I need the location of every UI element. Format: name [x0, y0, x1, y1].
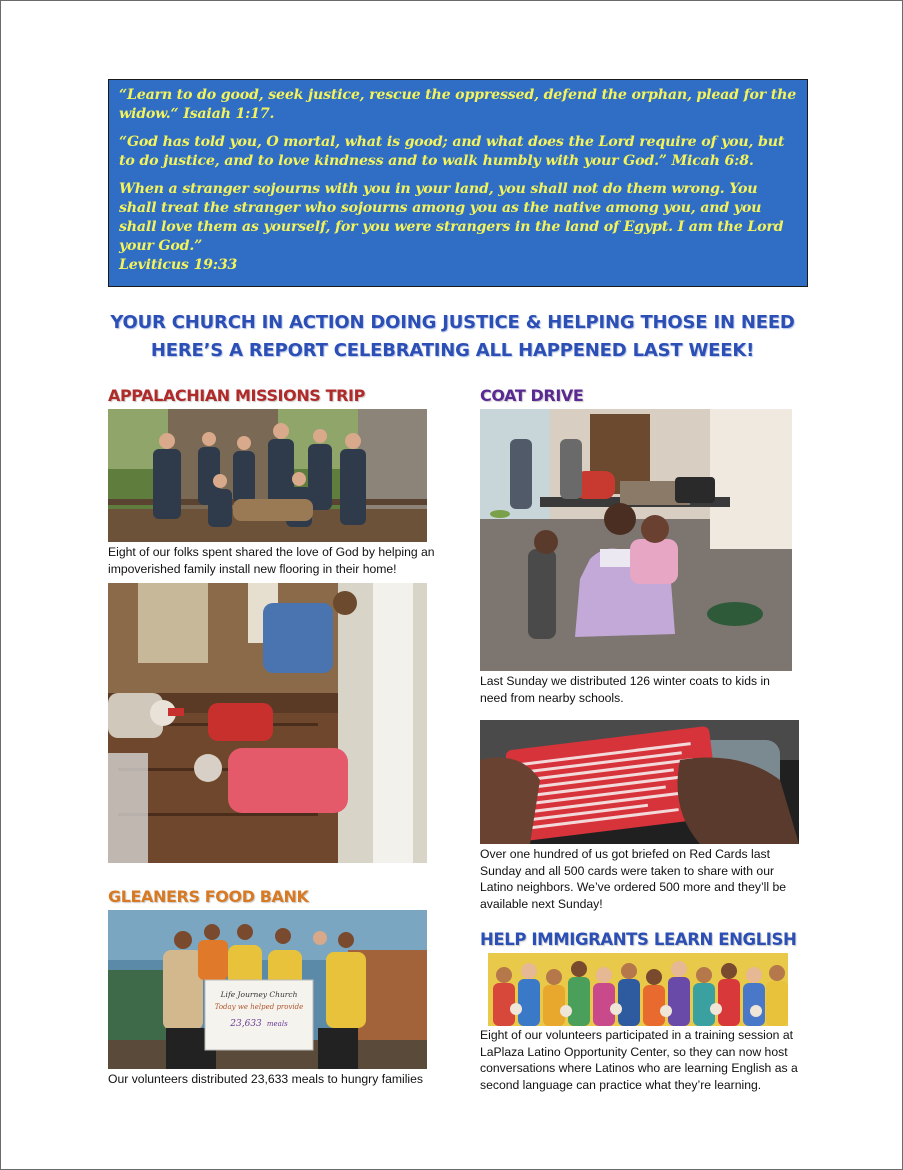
gleaners-photo	[108, 910, 427, 1069]
appalachian-caption: Eight of our folks spent shared the love of God by helping an impoverished family install new flooring in their home!	[108, 545, 435, 576]
appalachian-flooring-photo	[108, 583, 427, 863]
coat-drive-photo	[480, 409, 792, 671]
gleaners-title: GLEANERS FOOD BANK	[108, 887, 309, 906]
gleaners-sign-church: Life Journey Church	[220, 990, 298, 999]
english-caption: Eight of our volunteers participated in a training session at LaPlaza Latino Opportunity Center, so they can now host conversations where Latinos who are learning English as a second language can practice what they’re learning.	[480, 1028, 798, 1092]
appalachian-title: APPALACHIAN MISSIONS TRIP	[108, 386, 365, 405]
verse-isaiah: “Learn to do good, seek justice, rescue the oppressed, defend the orphan, plead for the widow.“ Isaiah 1:17.	[119, 87, 797, 122]
red-cards-photo	[480, 720, 799, 844]
page-headline-line2: HERE’S A REPORT CELEBRATING ALL HAPPENED LAST WEEK!	[150, 340, 755, 361]
gleaners-sign-line2: Today we helped provide	[214, 1003, 304, 1011]
immigrants-illustration	[488, 953, 788, 1026]
coat-drive-caption: Last Sunday we distributed 126 winter coats to kids in need from nearby schools.	[480, 674, 770, 705]
verse-micah: “God has told you, O mortal, what is good; and what does the Lord require of you, but to do justice, and to love kindness and to walk humbly with your God.” Micah 6:8.	[119, 134, 785, 169]
gleaners-sign-meals-number: 23,633	[230, 1019, 262, 1029]
gleaners-sign	[205, 980, 313, 1050]
verse-leviticus: When a stranger sojourns with you in your land, you shall not do them wrong. You shall treat the stranger who sojourns among you as the native among you, and you shall love them as yourself, for you were strangers in the land of Egypt. I am the Lord your God.”	[119, 181, 784, 254]
gleaners-sign-meals-label: meals	[266, 1020, 288, 1028]
appalachian-group-photo	[108, 409, 427, 542]
gleaners-caption: Our volunteers distributed 23,633 meals to hungry families	[108, 1072, 424, 1086]
scripture-box	[108, 79, 808, 287]
coat-drive-title: COAT DRIVE	[480, 386, 584, 405]
verse-leviticus-ref: Leviticus 19:33	[119, 257, 238, 273]
english-title: HELP IMMIGRANTS LEARN ENGLISH	[480, 930, 797, 949]
red-cards-caption: Over one hundred of us got briefed on Red Cards last Sunday and all 500 cards were taken to share with our Latino neighbors. We’ve ordered 500 more and they’ll be available next Sunday!	[480, 847, 787, 911]
page-headline-line1: YOUR CHURCH IN ACTION DOING JUSTICE & HELPING THOSE IN NEED	[110, 312, 795, 333]
